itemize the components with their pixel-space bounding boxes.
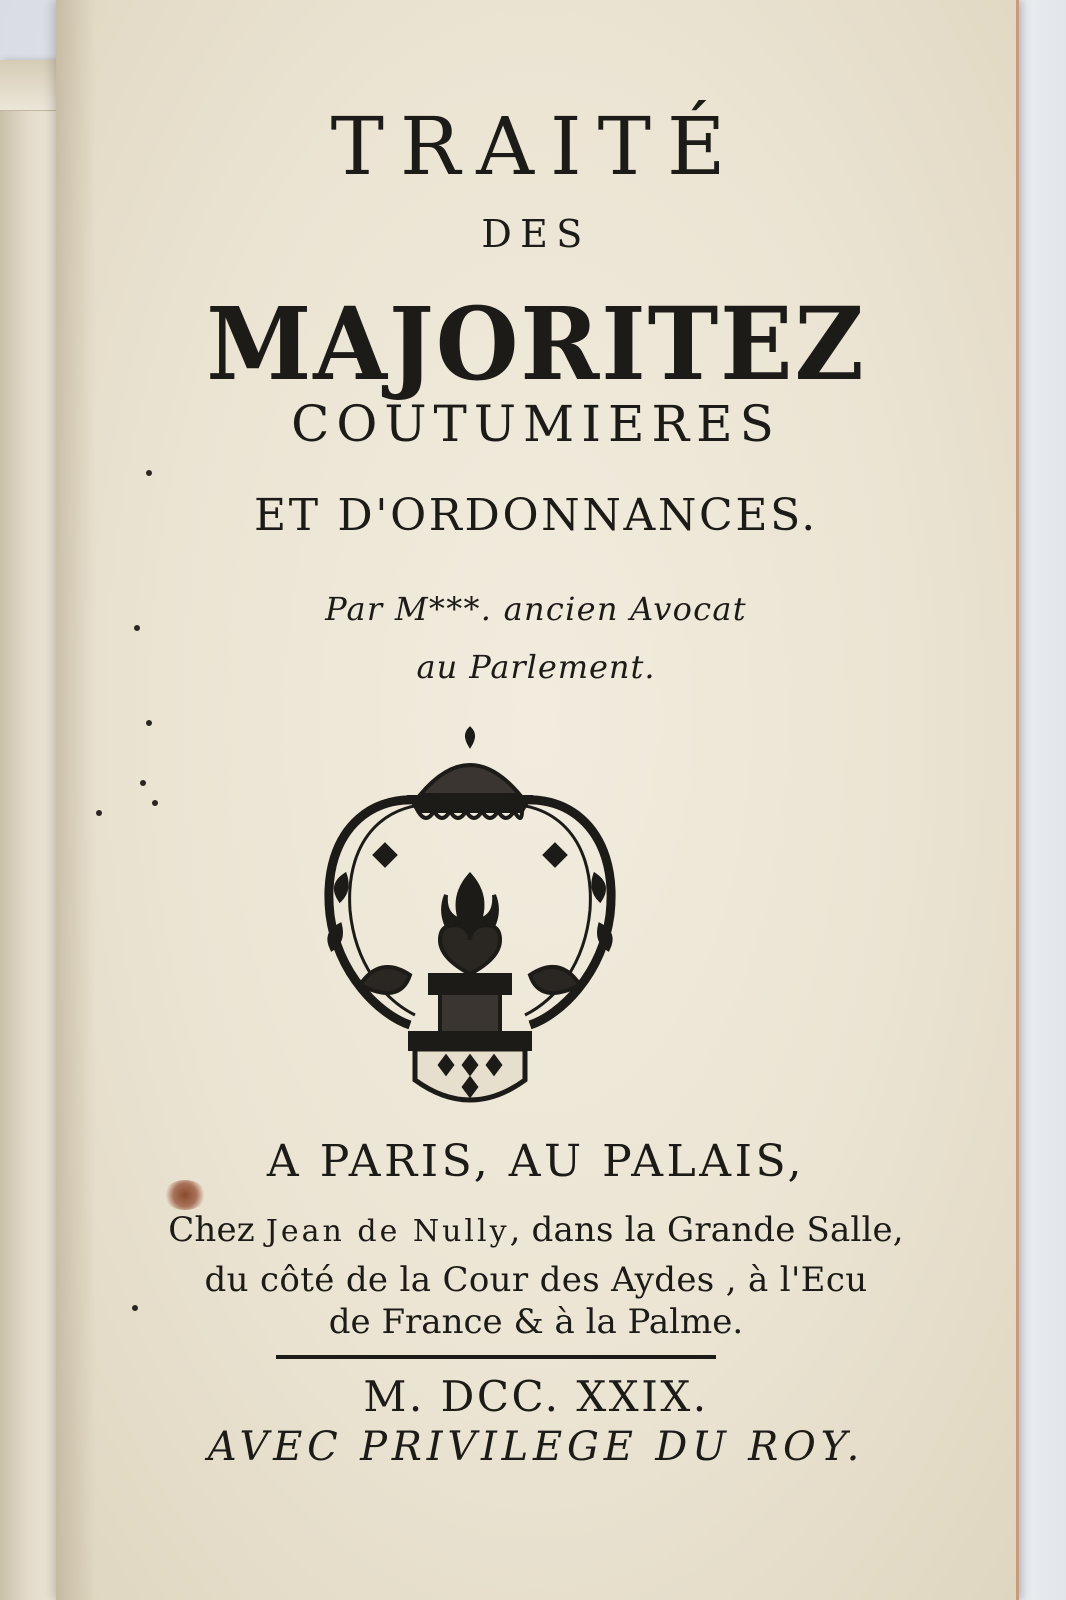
imprint-publisher <box>56 1210 1016 1250</box>
imprint-address: du côté de la Cour des Aydes , à l'Ecu <box>204 1260 868 1300</box>
printer-device-flaming-heart-icon <box>290 725 650 1120</box>
divider-rule <box>276 1355 716 1359</box>
ink-speck <box>96 810 102 816</box>
author-line: Par M***. ancien Avocat <box>325 590 747 628</box>
title-ordonnances: ET D'ORDONNANCES. <box>254 490 818 541</box>
author-parlement: au Parlement. <box>416 648 656 686</box>
imprint-chez: Chez <box>168 1210 266 1250</box>
ink-speck <box>140 780 146 786</box>
ink-speck <box>134 625 140 631</box>
imprint-salle: , dans la Grande Salle, <box>509 1210 904 1250</box>
imprint-sign: de France & à la Palme. <box>328 1302 744 1342</box>
ink-speck <box>146 720 152 726</box>
ink-speck <box>146 470 152 476</box>
ink-speck <box>132 1305 138 1311</box>
publisher-name: Jean de Nully <box>265 1214 510 1249</box>
foxing-stain <box>164 1180 206 1210</box>
title-majoritez: MAJORITEZ <box>206 285 866 403</box>
title-traite: TRAITÉ <box>330 100 742 193</box>
privilege-line: AVEC PRIVILEGE DU ROY. <box>207 1424 865 1470</box>
title-coutumieres: COUTUMIERES <box>291 395 781 453</box>
title-page <box>56 0 1019 1600</box>
publication-date: M. DCC. XXIX. <box>363 1372 709 1421</box>
imprint-paris: A PARIS, AU PALAIS, <box>266 1136 806 1187</box>
title-des: DES <box>481 212 591 256</box>
ink-speck <box>152 800 158 806</box>
